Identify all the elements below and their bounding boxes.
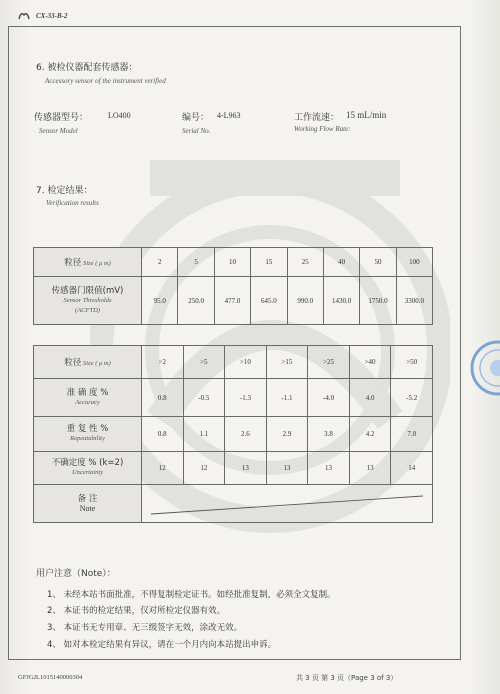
table-cell: >40 bbox=[349, 346, 391, 379]
table-cell: 14 bbox=[391, 452, 433, 485]
table-cell: 0.8 bbox=[142, 379, 184, 417]
table-row bbox=[34, 277, 433, 325]
table-cell: -1.1 bbox=[266, 379, 308, 417]
sensor-model-label-en: Sensor Model bbox=[39, 127, 78, 135]
table-cell: 13 bbox=[349, 452, 391, 485]
serial-label-en: Serial No. bbox=[182, 127, 211, 135]
table-cell: 1.1 bbox=[183, 417, 225, 452]
table-cell: 100 bbox=[396, 248, 432, 277]
footer-code: GFJGJL1015140000304 bbox=[18, 674, 83, 681]
table-cell: >5 bbox=[183, 346, 225, 379]
table-cell: 13 bbox=[225, 452, 267, 485]
repeatability-label: 重 复 性 % bbox=[66, 424, 109, 434]
flow-rate-label: 工作流速： bbox=[294, 113, 340, 123]
repeatability-header-cell bbox=[34, 417, 142, 452]
note-strike-line bbox=[147, 491, 427, 517]
serial-value: 4-L963 bbox=[217, 111, 241, 120]
sensor-model-label: 传感器型号： bbox=[34, 113, 89, 123]
table-cell: >15 bbox=[266, 346, 308, 379]
table-cell: >25 bbox=[308, 346, 350, 379]
size-label: 粒径 bbox=[64, 358, 82, 368]
threshold-header-cell bbox=[34, 277, 142, 325]
table-cell: >50 bbox=[391, 346, 433, 379]
flow-rate-label-en: Working Flow Rate: bbox=[294, 125, 351, 133]
table-cell: -4.0 bbox=[308, 379, 350, 417]
uncertainty-label: 不确定度 % (k=2) bbox=[51, 458, 124, 468]
doc-code: CX-33-B-2 bbox=[36, 11, 68, 20]
table-cell: 1750.0 bbox=[360, 277, 396, 325]
table-cell: 645.0 bbox=[251, 277, 287, 325]
table-cell: 12 bbox=[142, 452, 184, 485]
table-cell: 477.0 bbox=[214, 277, 250, 325]
size-unit: ( μ m) bbox=[95, 360, 111, 367]
table-row bbox=[34, 452, 433, 485]
note-header-cell bbox=[34, 485, 142, 523]
notice-item: 4、 如对本检定结果有异议，请在一个月内向本站提出申诉。 bbox=[47, 640, 277, 650]
repeatability-label-en: Repeatability bbox=[70, 435, 105, 442]
table-cell: 990.0 bbox=[287, 277, 323, 325]
table-cell: 7.0 bbox=[391, 417, 433, 452]
table-cell: 12 bbox=[183, 452, 225, 485]
table-cell: 1430.0 bbox=[323, 277, 359, 325]
section7-title: 7. 检定结果： bbox=[36, 186, 93, 196]
table-cell: 0.8 bbox=[142, 417, 184, 452]
threshold-label-en-sub: (ACFTD) bbox=[75, 306, 100, 314]
table-cell: 13 bbox=[308, 452, 350, 485]
sensor-model-value: LO400 bbox=[108, 111, 131, 120]
table-cell: 40 bbox=[323, 248, 359, 277]
section6-title-en: Accessory sensor of the instrument verified bbox=[45, 77, 166, 85]
table-cell: 25 bbox=[287, 248, 323, 277]
table-cell: 4.0 bbox=[349, 379, 391, 417]
notice-item: 2、 本证书的检定结果，仅对所检定仪器有效。 bbox=[47, 606, 226, 616]
notice-title: 用户注意（Note）： bbox=[36, 569, 116, 579]
table-cell: -1.3 bbox=[225, 379, 267, 417]
table-cell: -0.5 bbox=[183, 379, 225, 417]
notice-item: 1、 未经本站书面批准，不得复制检定证书。如经批准复制，必须全文复制。 bbox=[47, 590, 336, 600]
table-row bbox=[34, 485, 433, 523]
size-unit: ( μ m) bbox=[95, 260, 111, 267]
note-label: 备 注 bbox=[77, 493, 98, 504]
threshold-label-en: Sensor Thresholds bbox=[63, 296, 112, 304]
table-cell: 5 bbox=[178, 248, 214, 277]
table-cell: 10 bbox=[214, 248, 250, 277]
table-cell: 2.6 bbox=[225, 417, 267, 452]
table-row bbox=[34, 417, 433, 452]
flow-rate-value: 15 mL/min bbox=[346, 110, 387, 120]
table-cell: 250.0 bbox=[178, 277, 214, 325]
table-cell: 50 bbox=[360, 248, 396, 277]
table-cell: 3.8 bbox=[308, 417, 350, 452]
size-header-cell bbox=[34, 248, 142, 277]
table-cell: -5.2 bbox=[391, 379, 433, 417]
size-header-cell bbox=[34, 346, 142, 379]
notice-item: 3、 本证书无专用章、无三级签字无效，涂改无效。 bbox=[47, 623, 243, 633]
header bbox=[18, 11, 68, 20]
threshold-table bbox=[33, 247, 433, 325]
table-cell: 15 bbox=[251, 248, 287, 277]
uncertainty-header-cell bbox=[34, 452, 142, 485]
accuracy-header-cell bbox=[34, 379, 142, 417]
section7-title-en: Verification results bbox=[46, 199, 99, 207]
size-label-en: Size bbox=[82, 360, 94, 367]
table-cell: 3300.0 bbox=[396, 277, 432, 325]
table-row bbox=[34, 346, 433, 379]
table-row bbox=[34, 379, 433, 417]
table-cell: 13 bbox=[266, 452, 308, 485]
threshold-label: 传感器门限值(mV) bbox=[51, 285, 124, 296]
table-cell: 4.2 bbox=[349, 417, 391, 452]
table-row bbox=[34, 248, 433, 277]
note-label-en: Note bbox=[79, 503, 96, 513]
size-label-en: Size bbox=[82, 260, 94, 267]
section6-title: 6. 被检仪器配套传感器： bbox=[36, 63, 138, 73]
note-cell bbox=[142, 485, 433, 523]
footer-page-info: 共 3 页 第 3 页（Page 3 of 3） bbox=[296, 674, 398, 682]
table-cell: >2 bbox=[142, 346, 184, 379]
table-cell: 95.0 bbox=[142, 277, 178, 325]
table-cell: 2.9 bbox=[266, 417, 308, 452]
size-label: 粒径 bbox=[64, 258, 82, 268]
accuracy-label: 准 确 度 % bbox=[66, 387, 109, 398]
accuracy-label-en: Accuracy bbox=[75, 398, 100, 406]
logo-icon bbox=[18, 11, 30, 20]
results-table bbox=[33, 345, 433, 523]
serial-label: 编号： bbox=[182, 113, 210, 123]
uncertainty-label-en: Uncertainty bbox=[71, 469, 104, 476]
table-cell: >10 bbox=[225, 346, 267, 379]
table-cell: 2 bbox=[142, 248, 178, 277]
